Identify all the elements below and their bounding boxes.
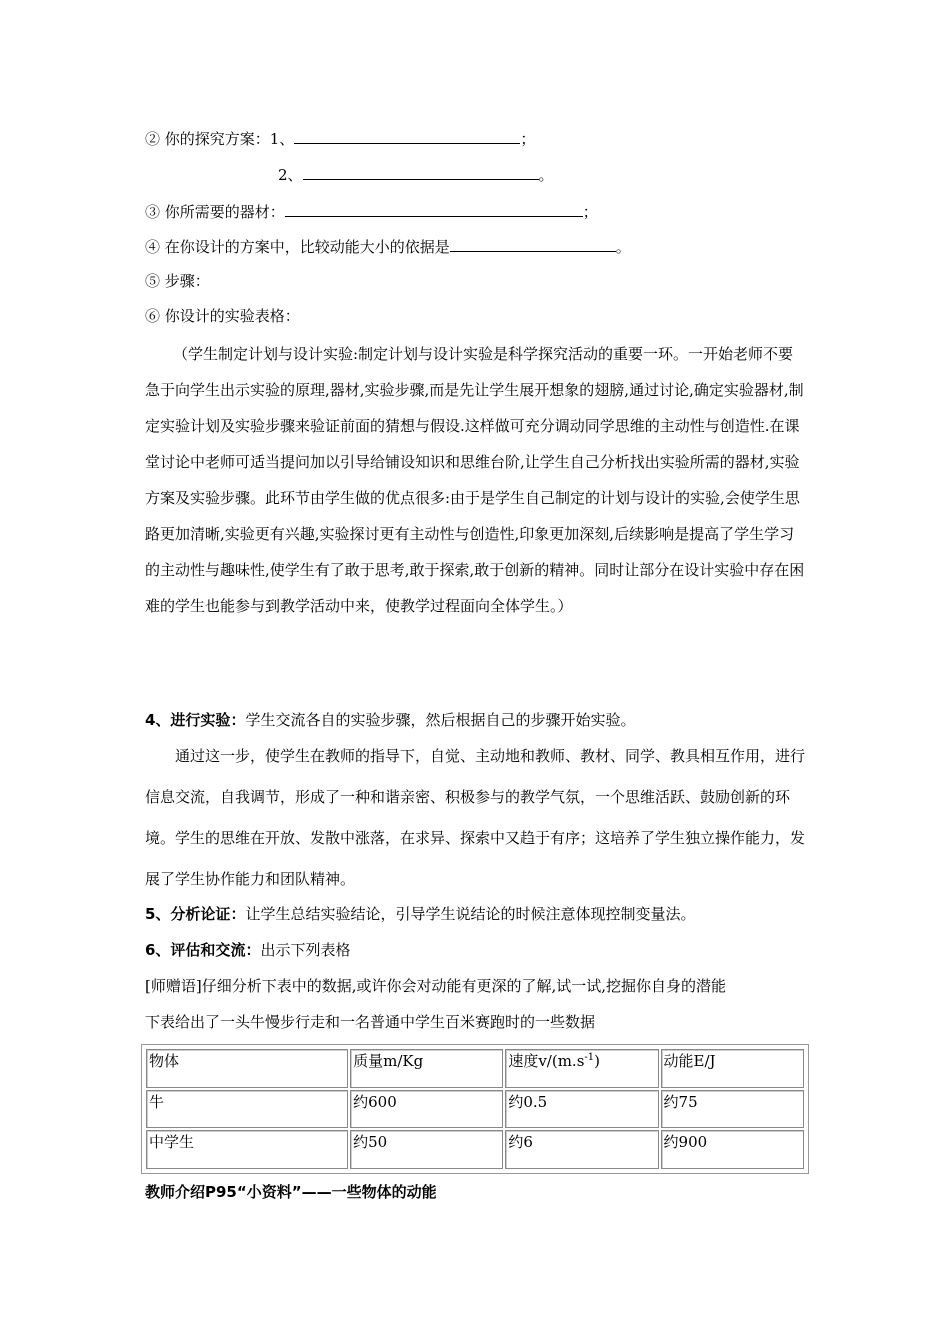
step5-line: 5、分析论证：让学生总结实验结论，引导学生说结论的时候注意体现控制变量法。	[145, 905, 696, 923]
table-cell: 约0.5	[505, 1090, 658, 1129]
table-intro: 下表给出了一头牛慢步行走和一名普通中学生百米赛跑时的一些数据	[145, 1013, 596, 1031]
table-cell: 约900	[661, 1130, 804, 1169]
basis-blank[interactable]	[450, 236, 616, 252]
equipment-line: ③ 你所需要的器材： ；	[145, 203, 598, 221]
header-object: 物体	[146, 1049, 348, 1088]
plan-line-2: 2、 。	[278, 166, 554, 184]
plan-blank-1[interactable]	[294, 128, 520, 144]
table-cell: 牛	[146, 1090, 348, 1129]
table-row	[146, 1090, 804, 1129]
equipment-blank[interactable]	[285, 201, 583, 217]
basis-line: ④ 在你设计的方案中，比较动能大小的依据是 。	[145, 238, 631, 256]
data-table-frame	[141, 1044, 809, 1174]
design-note-paragraph: （学生制定计划与设计实验:制定计划与设计实验是科学探究活动的重要一环。一开始老师不要急于向学生出示实验的原理,器材,实验步骤,而是先让学生展开想象的翅膀,通过讨论,确定实验器材,制定实验计划及实验步骤来验证前面的猜想与假设.这样做可充分调动同学思维的主动性与创造性.在课堂讨论中老师可适当提问加以引导给铺设知识和思维台阶,让学生自己分析找出实验所需的器材,实验方案及实验步骤。此环节由学生做的优点很多:由于是学生自己制定的计划与设计的实验,会使学生思路更加清晰,实验更有兴趣,实验探讨更有主动性与创造性,印象更加深刻,后续影响是提高了学生学习的主动性与趣味性,使学生有了敢于思考,敢于探索,敢于创新的精神。同时让部分在设计实验中存在困难的学生也能参与到教学活动中来，使教学过程面向全体学生。）	[145, 345, 805, 615]
table-cell: 约50	[350, 1130, 503, 1169]
table-cell: 中学生	[146, 1130, 348, 1169]
table-cell: 约75	[661, 1090, 804, 1129]
header-mass: 质量m/Kg	[350, 1049, 503, 1088]
footer-note: 教师介绍P95“小资料”——一些物体的动能	[145, 1183, 437, 1201]
table-row	[146, 1130, 804, 1169]
header-speed: 速度$v/(m.s^{-1})$	[505, 1049, 658, 1088]
step4-detail-paragraph: 通过这一步，使学生在教师的指导下，自觉、主动地和教师、教材、同学、教具相互作用，进行信息交流，自我调节，形成了一种和谐亲密、积极参与的教学气氛，一个思维活跃、鼓励创新的环境。学生的思维在开放、发散中涨落，在求异、探索中又趋于有序；这培养了学生独立操作能力，发展了学生协作能力和团队精神。	[145, 747, 806, 888]
step4-line: 4、进行实验：学生交流各自的实验步骤，然后根据自己的步骤开始实验。	[145, 711, 636, 729]
kinetic-energy-table	[144, 1047, 806, 1171]
teacher-quote: [师赠语]仔细分析下表中的数据,或许你会对动能有更深的了解,试一试,挖掘你自身的潜能	[145, 977, 727, 995]
header-energy: 动能E/J	[661, 1049, 804, 1088]
table-cell: 约6	[505, 1130, 658, 1169]
plan-line-1: ② 你的探究方案：1、 ；	[145, 130, 536, 148]
step4-title: 4、进行实验：	[145, 711, 246, 729]
table-cell: 约600	[350, 1090, 503, 1129]
step6-line: 6、评估和交流：出示下列表格	[145, 941, 351, 959]
plan-blank-2[interactable]	[303, 164, 539, 180]
step6-title: 6、评估和交流：	[145, 941, 261, 959]
step5-title: 5、分析论证：	[145, 905, 246, 923]
table-header-row	[146, 1049, 804, 1088]
table-design-label: ⑥ 你设计的实验表格：	[145, 307, 300, 325]
steps-label: ⑤ 步骤：	[145, 272, 210, 290]
